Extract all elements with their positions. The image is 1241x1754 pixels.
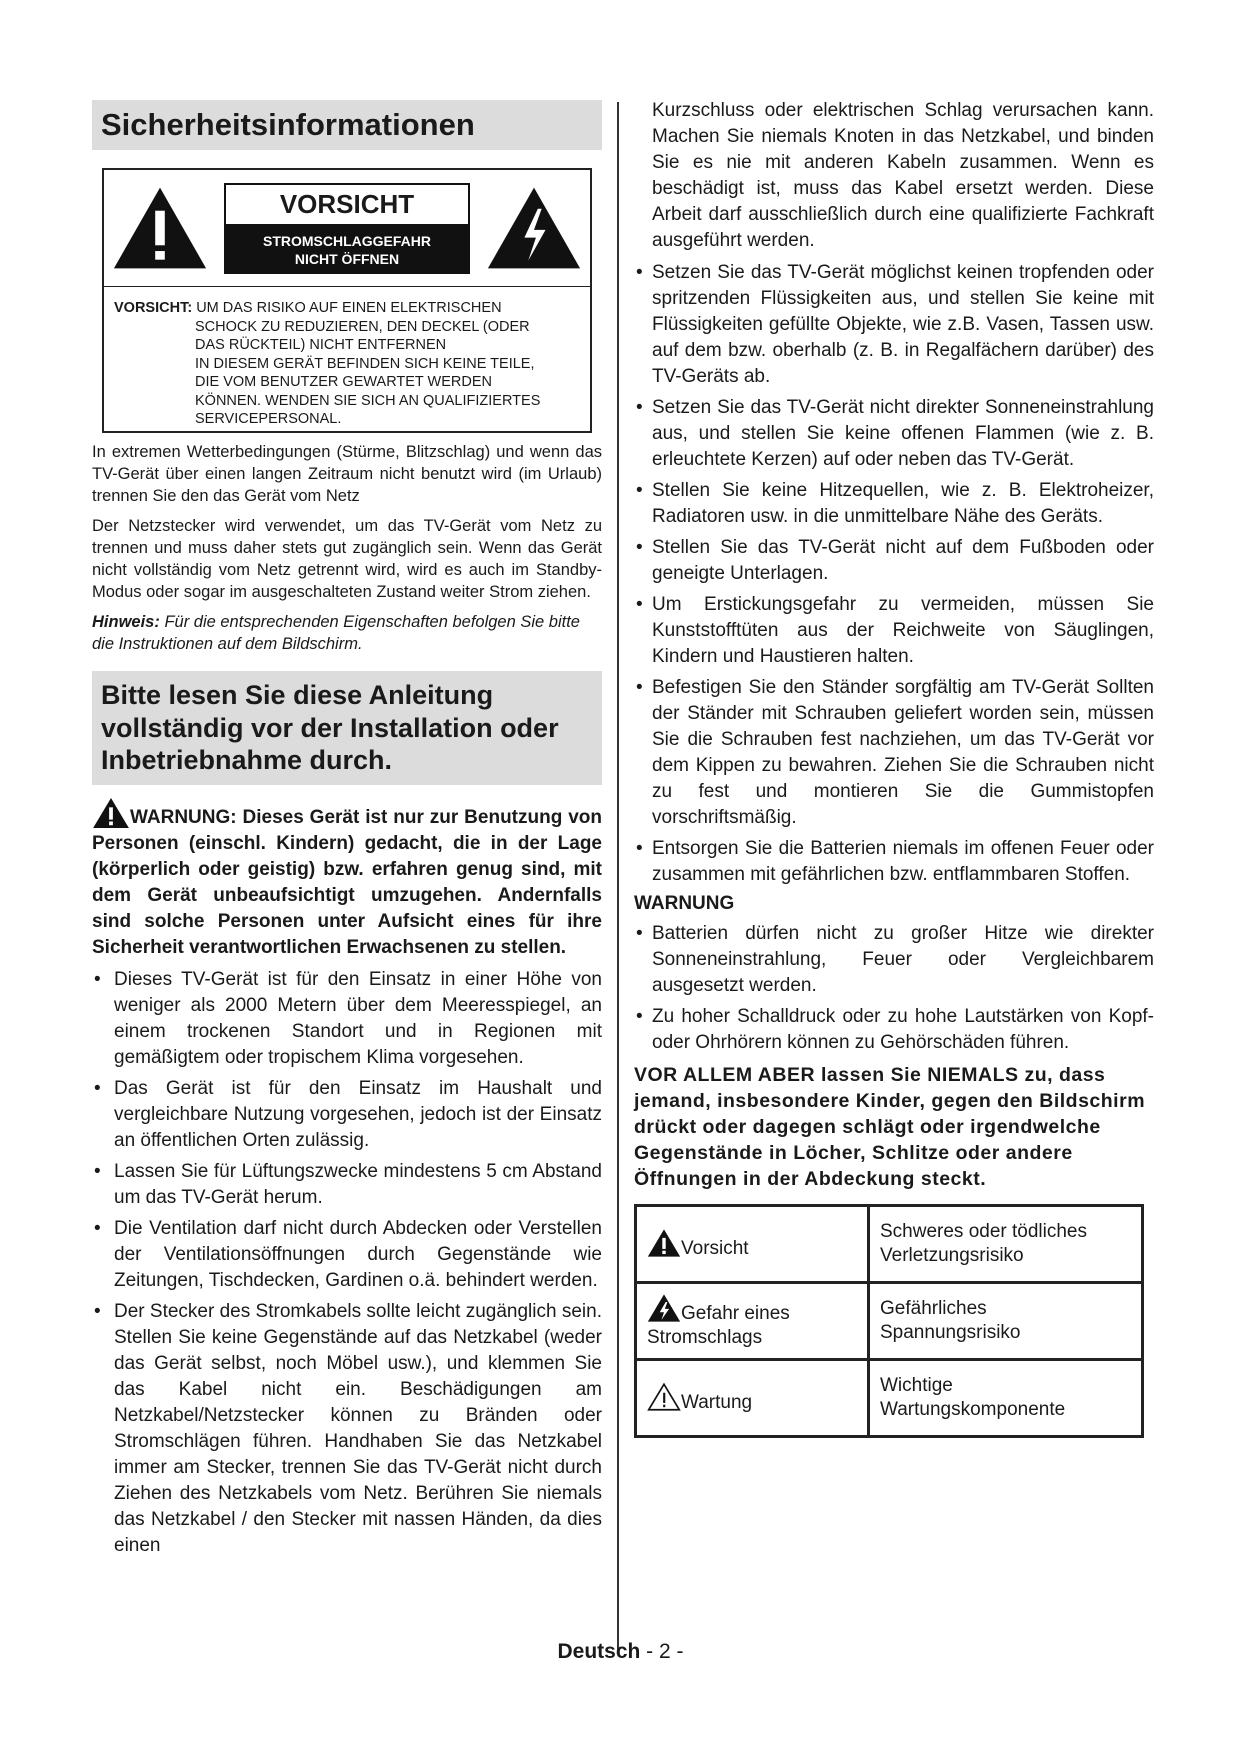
caution-text-line: KÖNNEN. WENDEN SIE SICH AN QUALIFIZIERTES [195, 392, 541, 409]
legend-symbol-label: Gefahr eines Stromschlags [647, 1303, 790, 1348]
caution-text-label: VORSICHT: [114, 300, 193, 317]
column-divider [617, 102, 619, 1650]
footer-language: Deutsch [557, 1640, 641, 1663]
left-column [92, 100, 602, 1564]
list-item: • Stellen Sie das TV-Gerät nicht auf dem Fußboden oder geneigte Unterlagen. [634, 535, 1154, 587]
caution-text-line: DIE VOM BENUTZER GEWARTET WERDEN [195, 374, 493, 391]
strong-warning-note: VOR ALLEM ABER lassen Sie NIEMALS zu, dass jemand, insbesondere Kinder, gegen den Bildschirm drückt oder dagegen schlägt oder irgendwelche Gegenstände in Löcher, Schlitze oder andere Öffnungen in der Abdeckung steckt. [634, 1064, 1146, 1190]
list-item: • Der Stecker des Stromkabels sollte leicht zugänglich sein. Stellen Sie keine Gegenstände auf das Netzkabel (weder das Gerät selbst, noch Möbel usw.), und klemmen Sie das Kabel nicht ein. Beschädigungen am Netzkabel/Netzstecker können zu Bränden oder Stromschlägen führen. Handhaben Sie das Netzkabel immer am Stecker, trennen Sie das TV-Gerät nicht durch Ziehen des Netzkabels vom Netz. Berühren Sie niemals das Netzkabel / den Stecker mit nassen Händen, da dies einen [92, 1299, 602, 1559]
section-title-read-manual [92, 671, 602, 786]
mains-plug-paragraph: Der Netzstecker wird verwendet, um das TV-Gerät vom Netz zu trennen und muss daher stets gut zugänglich sein. Wenn das Gerät nicht vollständig vom Netz getrennt wird, wird es auch im Standby-Modus oder sogar im ausgeschalteten Zustand weiter Strom ziehen. [92, 516, 602, 601]
outline-warning-triangle-icon [647, 1381, 681, 1413]
table-row [636, 1283, 1143, 1360]
left-bullet-list [92, 967, 602, 1559]
legend-meaning-cell: Schweres oder tödliches Verletzungsrisiko [869, 1206, 1143, 1283]
legend-symbol-cell [636, 1206, 869, 1283]
legend-symbol-label: Vorsicht [681, 1238, 749, 1259]
caution-header [104, 170, 590, 287]
caution-text [104, 287, 590, 429]
exclamation-triangle-icon [112, 185, 208, 271]
warning-triangle-icon [92, 797, 130, 829]
list-item: • Um Erstickungsgefahr zu vermeiden, müssen Sie Kunststofftüten aus der Reichweite von Säuglingen, Kindern und Haustieren halten. [634, 592, 1154, 670]
symbol-legend-table [634, 1204, 1144, 1438]
legend-symbol-cell [636, 1283, 869, 1360]
lightning-triangle-icon [647, 1292, 681, 1324]
hint-text: Für die entsprechenden Eigenschaften befolgen Sie bitte die Instruktionen auf dem Bildschirm. [92, 612, 580, 653]
list-item: • Das Gerät ist für den Einsatz im Haushalt und vergleichbare Nutzung vorgesehen, jedoch ist der Einsatz an öffentlichen Orten zulässig. [92, 1076, 602, 1154]
list-item: • Setzen Sie das TV-Gerät nicht direkter Sonneneinstrahlung aus, und stellen Sie keine offenen Flammen (wie z. B. erleuchtete Kerzen) auf oder neben das TV-Gerät. [634, 395, 1154, 473]
page-footer [0, 1640, 1241, 1664]
warning-intro [92, 797, 602, 961]
warnung-heading: WARNUNG [634, 893, 735, 914]
legend-meaning-cell: Gefährliches Spannungsrisiko [869, 1283, 1143, 1360]
caution-text-line: SERVICEPERSONAL. [195, 411, 342, 428]
list-item: • Entsorgen Sie die Batterien niemals im offenen Feuer oder zusammen mit gefährlichen bzw. entflammbaren Stoffen. [634, 836, 1154, 888]
read-manual-line1: Bitte lesen Sie diese Anleitung [101, 679, 494, 710]
warnung-bullet-list [634, 921, 1154, 1056]
caution-title: VORSICHT [224, 183, 470, 226]
caution-subtitle-line1: STROMSCHLAGGEFAHR [263, 232, 431, 249]
warning-triangle-icon [647, 1227, 681, 1259]
caution-text-line: DAS RÜCKTEIL) NICHT ENTFERNEN [195, 337, 447, 354]
list-item: • Dieses TV-Gerät ist für den Einsatz in einer Höhe von weniger als 2000 Metern über dem Meeresspiegel, an einem trockenen Standort und in Regionen mit gemäßigtem oder tropischem Klima vorgesehen. [92, 967, 602, 1071]
weather-paragraph: In extremen Wetterbedingungen (Stürme, Blitzschlag) und wenn das TV-Gerät über einen langen Zeitraum nicht benutzt wird (im Urlaub) trennen Sie den das Gerät vom Netz [92, 442, 602, 505]
continuation-paragraph: Kurzschluss oder elektrischen Schlag verursachen kann. Machen Sie niemals Knoten in das Netzkabel, und binden Sie es nie mit anderen Kabeln zusammen. Wenn es beschädigt ist, muss das Kabel ersetzt werden. Diese Arbeit darf ausschließlich durch eine qualifizierte Fachkraft ausgeführt werden. [652, 100, 1154, 251]
list-item: • Setzen Sie das TV-Gerät möglichst keinen tropfenden oder spritzenden Flüssigkeiten aus, und stellen Sie keine mit Flüssigkeiten gefüllte Objekte, wie z.B. Vasen, Tassen usw. auf dem bzw. oberhalb (z. B. in Regalfächern darüber) des TV-Geräts ab. [634, 260, 1154, 390]
warning-intro-text: WARNUNG: Dieses Gerät ist nur zur Benutzung von Personen (einschl. Kindern) gedacht, die in der Lage (körperlich oder geistig) bzw. erfahren genug sind, mit dem Gerät unbeaufsichtigt umzugehen. Andernfalls sind solche Personen unter Aufsicht eines für ihre Sicherheit verantwortlichen Erwachsenen zu stellen. [92, 807, 602, 959]
legend-symbol-cell [636, 1360, 869, 1437]
read-manual-line2: vollständig vor der Installation oder [101, 712, 559, 743]
caution-text-line: SCHOCK ZU REDUZIEREN, DEN DECKEL (ODER [195, 318, 530, 335]
caution-subtitle [224, 226, 470, 274]
table-row [636, 1360, 1143, 1437]
caution-text-line: UM DAS RISIKO AUF EINEN ELEKTRISCHEN [196, 300, 502, 317]
list-item: • Zu hoher Schalldruck oder zu hohe Lautstärken von Kopf- oder Ohrhörern können zu Gehörschäden führen. [634, 1004, 1154, 1056]
caution-text-line: IN DIESEM GERÄT BEFINDEN SICH KEINE TEILE, [195, 355, 535, 372]
caution-subtitle-line2: NICHT ÖFFNEN [294, 250, 400, 267]
list-item: • Die Ventilation darf nicht durch Abdecken oder Verstellen der Ventilationsöffnungen durch Gegenstände wie Zeitungen, Tischdecken, Gardinen o.ä. behindert werden. [92, 1216, 602, 1294]
hint-paragraph [92, 611, 602, 655]
right-bullet-list [634, 260, 1154, 888]
right-column [634, 98, 1154, 1438]
list-item: • Batterien dürfen nicht zu großer Hitze wie direkter Sonneneinstrahlung, Feuer oder Vergleichbarem ausgesetzt werden. [634, 921, 1154, 999]
caution-label-block [224, 183, 470, 274]
list-item: • Befestigen Sie den Ständer sorgfältig am TV-Gerät Sollten der Ständer mit Schrauben geliefert worden sein, müssen Sie die Schrauben fest nachziehen, um das TV-Gerät vor dem Kippen zu bewahren. Ziehen Sie die Schrauben nicht zu fest und montieren Sie die Gummistopfen vorschriftsmäßig. [634, 675, 1154, 831]
page-number: - 2 - [640, 1640, 684, 1663]
read-manual-line3: Inbetriebnahme durch. [101, 745, 393, 776]
table-row [636, 1206, 1143, 1283]
list-item: • Stellen Sie keine Hitzequellen, wie z. B. Elektroheizer, Radiatoren usw. in die unmittelbare Nähe des Geräts. [634, 478, 1154, 530]
legend-meaning-cell: Wichtige Wartungskomponente [869, 1360, 1143, 1437]
section-title-safety: Sicherheitsinformationen [92, 100, 602, 150]
hint-label: Hinweis: [92, 612, 160, 631]
caution-box [102, 168, 592, 433]
lightning-triangle-icon [486, 185, 582, 271]
list-item: • Lassen Sie für Lüftungszwecke mindestens 5 cm Abstand um das TV-Gerät herum. [92, 1159, 602, 1211]
legend-symbol-label: Wartung [681, 1392, 753, 1413]
